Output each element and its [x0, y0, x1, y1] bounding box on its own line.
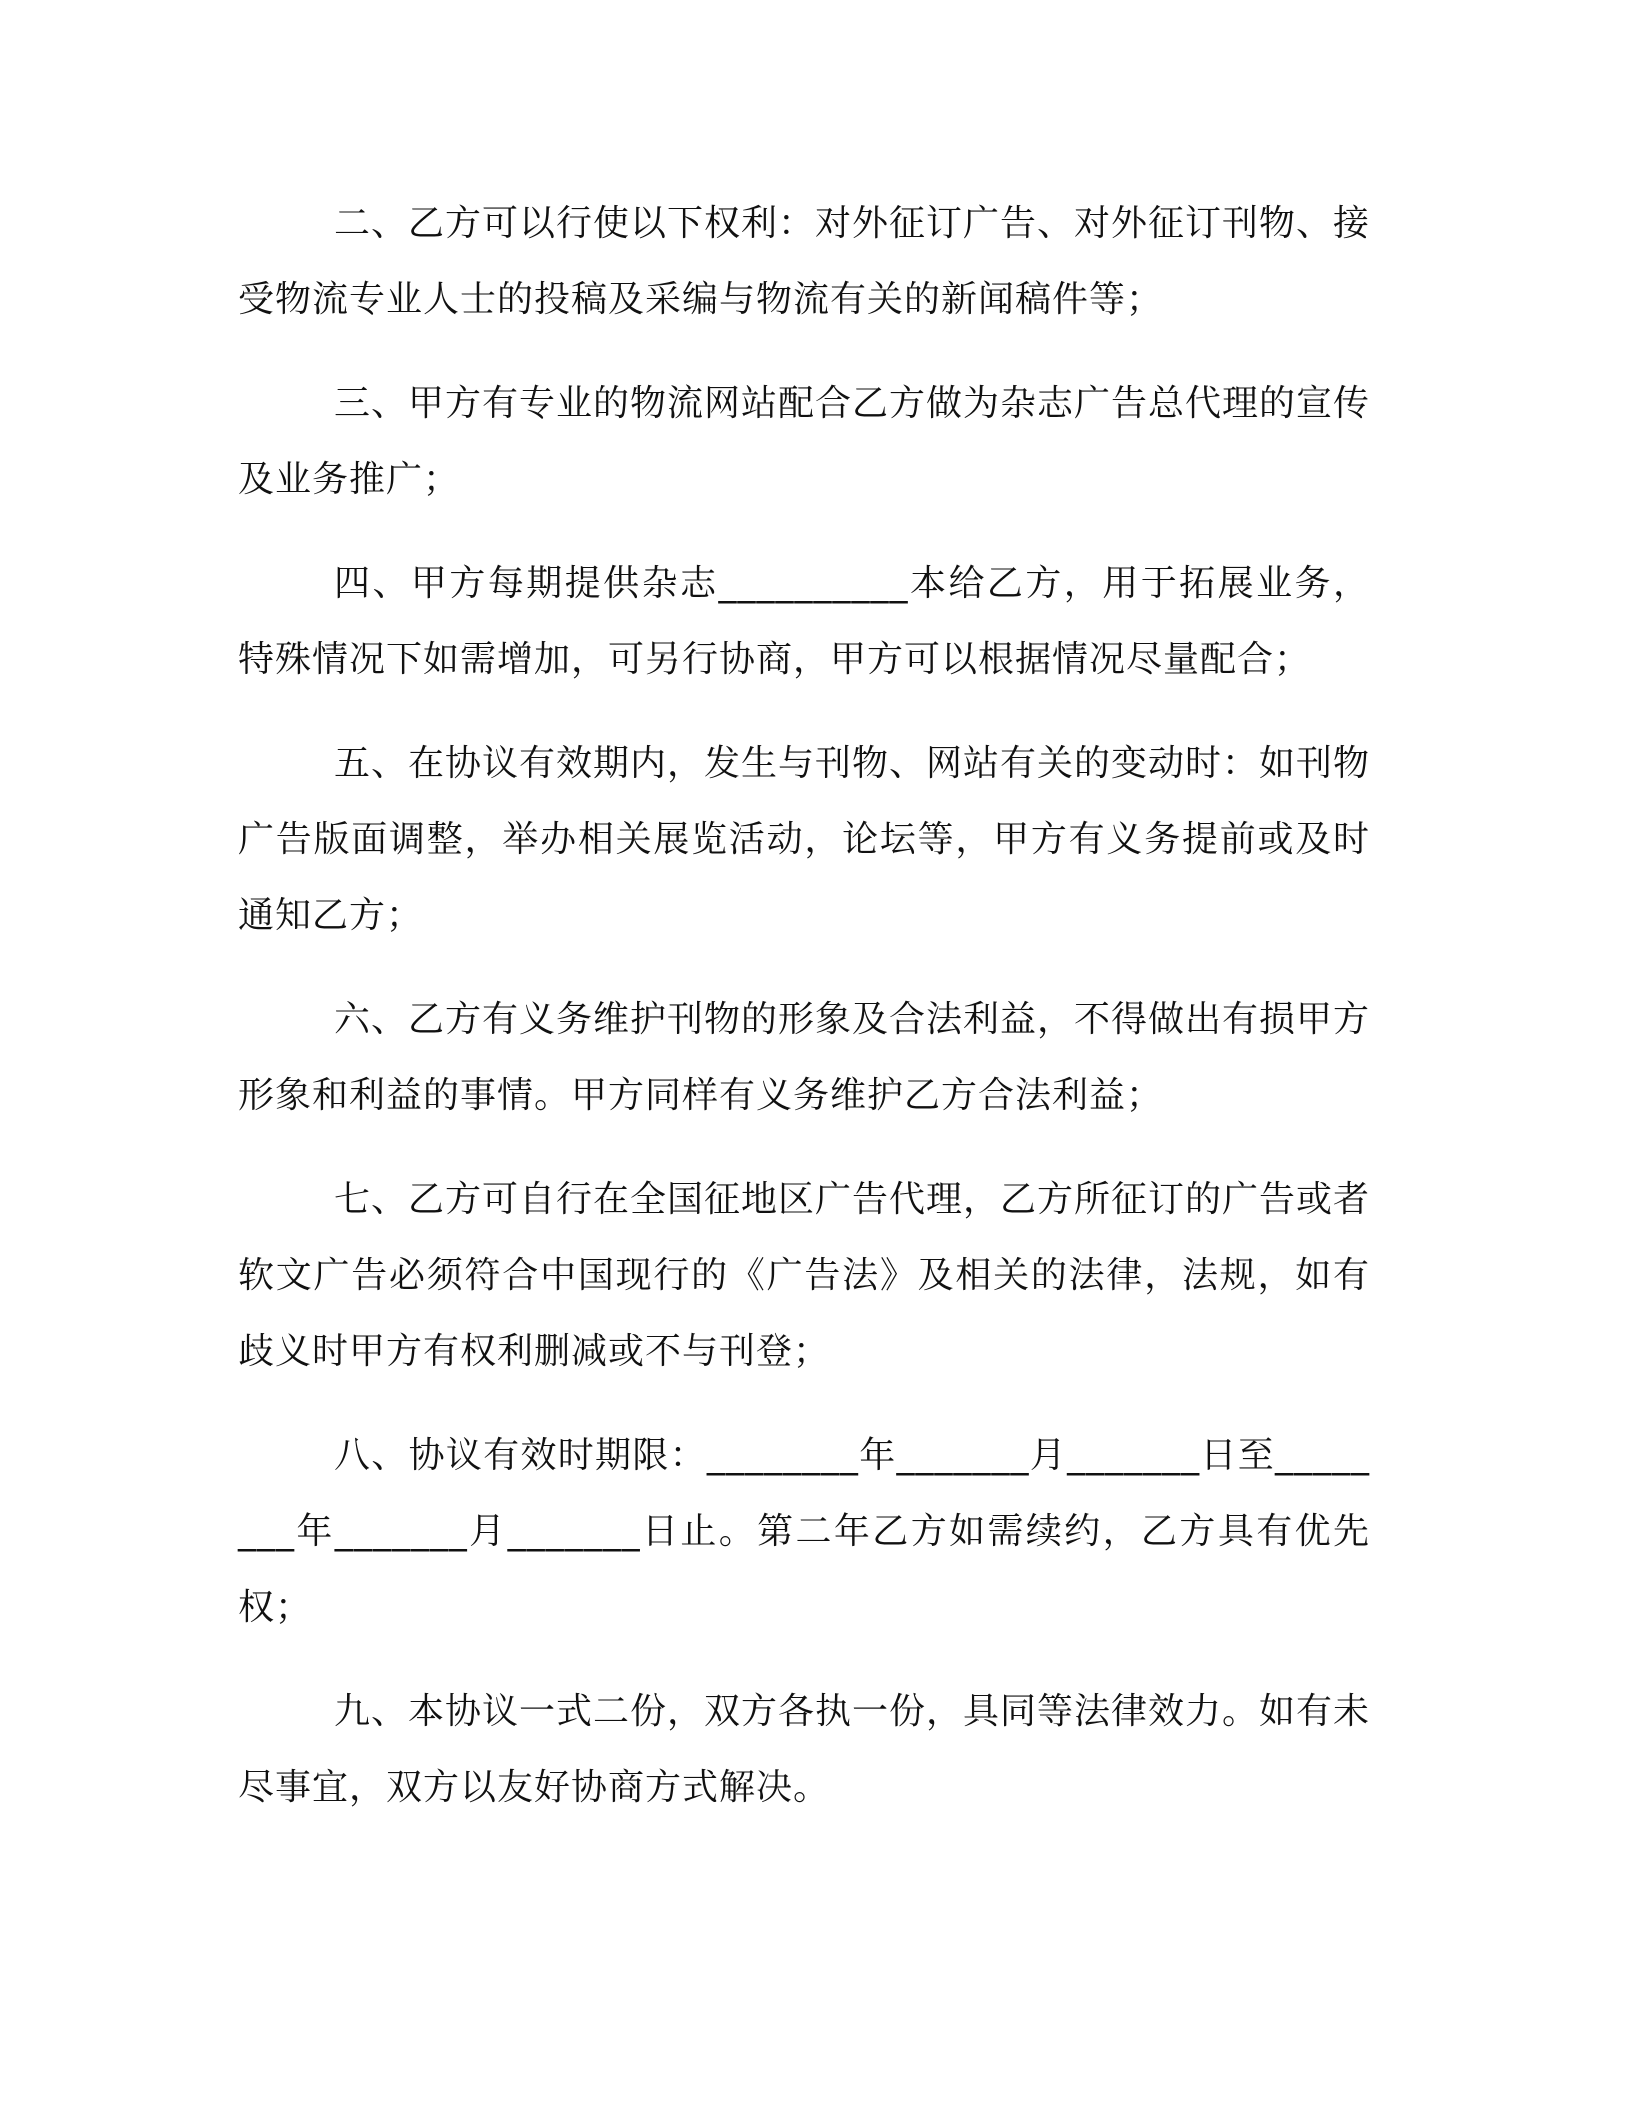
- clause-6-obligations: 六、乙方有义务维护刊物的形象及合法利益，不得做出有损甲方形象和利益的事情。甲方同样有义务维护乙方合法利益；: [238, 999, 1371, 1116]
- clause-9-copies: 九、本协议一式二份，双方各执一份，具同等法律效力。如有未尽事宜，双方以友好协商方式解决。: [238, 1691, 1371, 1808]
- clause-5-notification: 五、在协议有效期内，发生与刊物、网站有关的变动时：如刊物广告版面调整，举办相关展览活动，论坛等，甲方有义务提前或及时通知乙方；: [238, 743, 1371, 936]
- clause-4-magazine-copies: 四、甲方每期提供杂志__________本给乙方，用于拓展业务，特殊情况下如需增加，可另行协商，甲方可以根据情况尽量配合；: [238, 563, 1370, 680]
- contract-body: [238, 186, 1370, 1854]
- clause-3-promotion: 三、甲方有专业的物流网站配合乙方做为杂志广告总代理的宣传及业务推广；: [238, 383, 1371, 500]
- clause-8-validity-period: 八、协议有效时期限：________年_______月_______日至________年_______月_______日止。第二年乙方如需续约，乙方具有优先权；: [238, 1435, 1370, 1628]
- clause-7-ad-agency: 七、乙方可自行在全国征地区广告代理，乙方所征订的广告或者软文广告必须符合中国现行的《广告法》及相关的法律，法规，如有歧义时甲方有权利删减或不与刊登；: [238, 1179, 1371, 1372]
- clause-2-rights: 二、乙方可以行使以下权利：对外征订广告、对外征订刊物、接受物流专业人士的投稿及采编与物流有关的新闻稿件等；: [238, 203, 1371, 320]
